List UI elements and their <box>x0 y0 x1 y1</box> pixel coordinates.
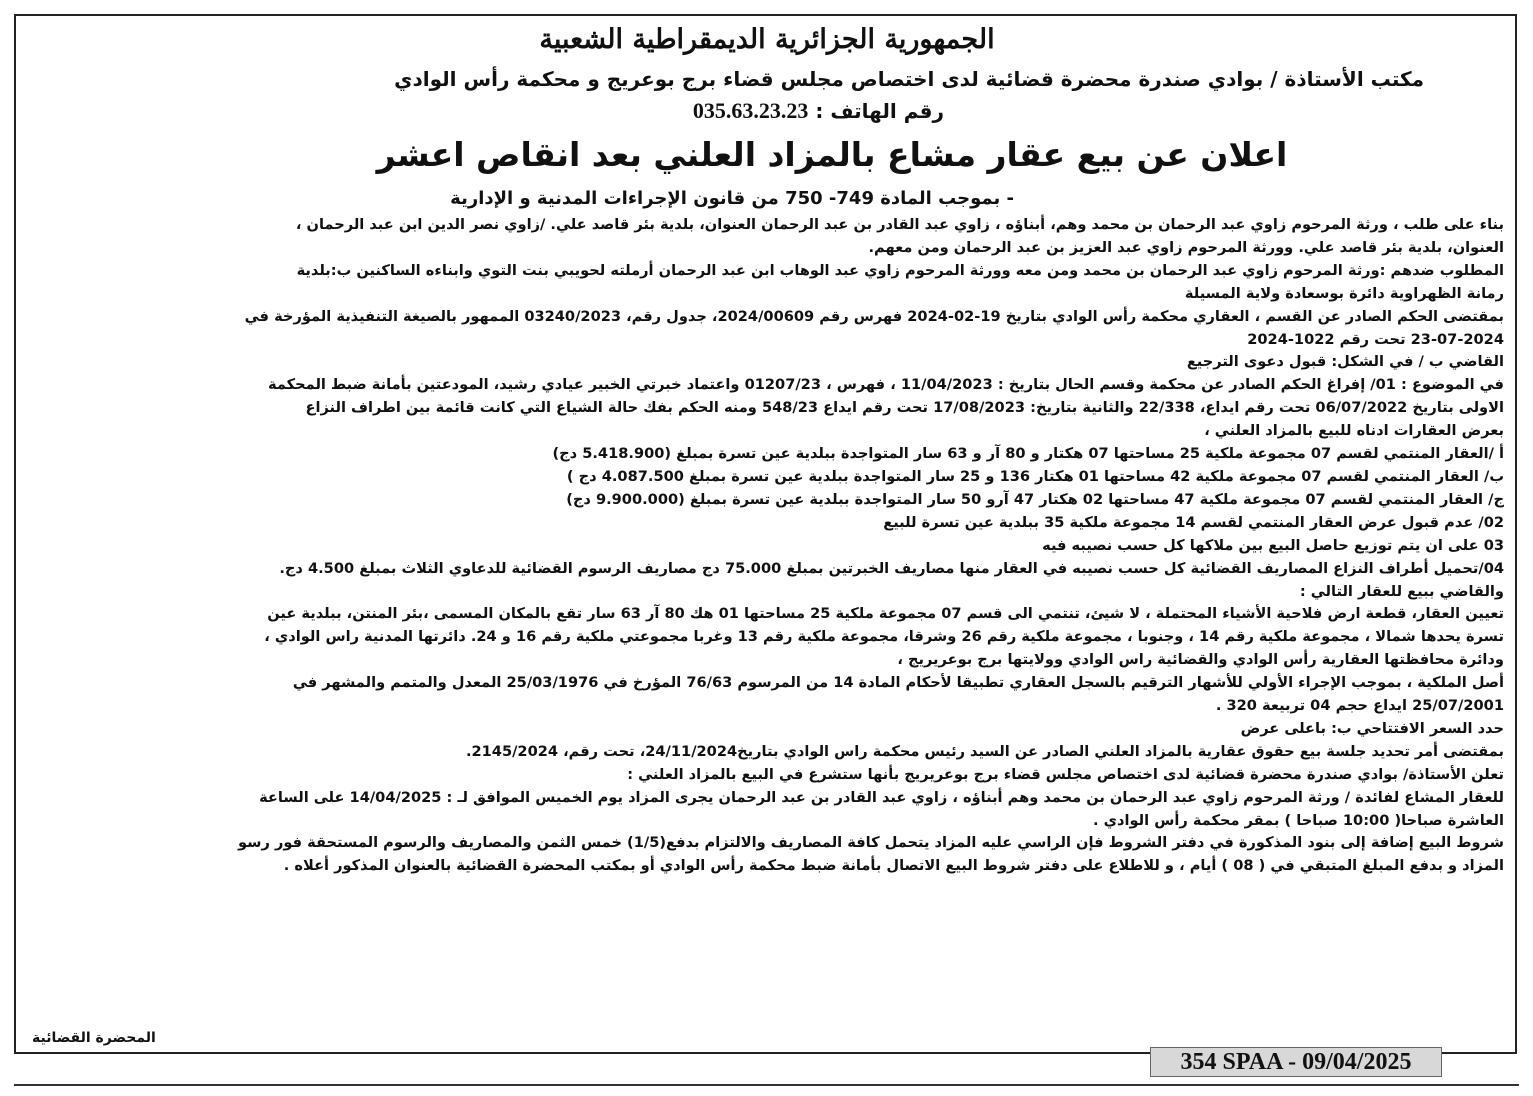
body-line: 25/07/2001 ايداع حجم 04 تربيعة 320 . <box>1215 697 1504 715</box>
body-line: الاولى بتاريخ 06/07/2022 تحت رقم ايداع، 22/338 والثانية بتاريخ: 17/08/2023 تحت رقم ايداع 548/23 ومنه الحكم بفك حالة الشياع التي كانت قائمة بين اطراف النزاع <box>305 399 1504 417</box>
body-line: العاشرة صباحا( 10:00 صباحا ) بمقر محكمة رأس الوادي . <box>1093 811 1504 829</box>
phone-label: رقم الهاتف : <box>815 99 944 123</box>
signature-label: المحضرة القضائية <box>32 1030 156 1046</box>
notice-body <box>30 214 1504 878</box>
notice-subtitle: - بموجب المادة 749- 750 من قانون الإجراءات المدنية و الإدارية <box>450 188 1014 209</box>
body-line: أصل الملكية ، بموجب الإجراء الأولي للأشهار الترقيم بالسجل العقاري تطبيقا لأحكام المادة 14 من المرسوم 76/63 المؤرخ في 25/03/1976 المعدل والمتمم والمشهر في <box>292 674 1504 692</box>
publication-tag: 354 SPAA - 09/04/2025 <box>1150 1047 1442 1077</box>
body-line: في الموضوع : 01/ إفراغ الحكم الصادر عن محكمة وقسم الحال بتاريخ : 11/04/2023 ، فهرس ، 01207/23 واعتماد خبرتي الخبير عيادي رشيد، المودعتين بأمانة ضبط المحكمة <box>268 376 1504 394</box>
body-line: أ /العقار المنتمي لقسم 07 مجموعة ملكية 25 مساحتها 07 هكتار و 80 آر و 63 سار المتواجدة ببلدية عين تسرة بمبلغ (5.418.900 دج) <box>552 445 1504 463</box>
legal-notice <box>30 18 1504 878</box>
body-line: 02/ عدم قبول عرض العقار المنتمي لقسم 14 مجموعة ملكية 35 ببلدية عين تسرة للبيع <box>883 513 1504 531</box>
body-line: ب/ العقار المنتمي لقسم 07 مجموعة ملكية 42 مساحتها 01 هكتار 136 و 25 سار المتواجدة ببلدية عين تسرة بمبلغ 4.087.500 دج ) <box>566 467 1504 485</box>
body-line: 04/تحميل أطراف النزاع المصاريف القضائية كل حسب نصيبه في العقار منها مصاريف الخبرتين بمبلغ 75.000 دج مصاريف الرسوم القضائية للدعاوي الثلاث بمبلغ 4.500 دج. <box>279 559 1504 577</box>
body-line: 03 على ان يتم توزيع حاصل البيع بين ملاكها كل حسب نصيبه فيه <box>1042 536 1504 554</box>
body-line: بمقتضى الحكم الصادر عن القسم ، العقاري محكمة رأس الوادي بتاريخ 19-02-2024 فهرس رقم 2024/00609، جدول رقم، 03240/2023 الممهور بالصيغة التنفيذية المؤرخة في <box>244 307 1504 325</box>
body-line: ودائرة محافظتها العقارية رأس الوادي والقضائية راس الوادي وولايتها برج بوعريريج ، <box>897 651 1504 669</box>
office-line: مكتب الأستاذة / بوادي صندرة محضرة قضائية لدى اختصاص مجلس قضاء برج بوعريج و محكمة رأس الوادي <box>394 67 1424 91</box>
body-line: للعقار المشاع لفائدة / ورثة المرحوم زاوي عبد الرحمان بن محمد وهم أبناؤه ، زاوي عبد القادر بن عبد الرحمان يجرى المزاد يوم الخميس الموافق لـ : 14/04/2025 على الساعة <box>259 788 1504 806</box>
body-line: بمقتضى أمر تحديد جلسة بيع حقوق عقارية بالمزاد العلني الصادر عن السيد رئيس محكمة راس الوادي بتاريخ24/11/2024، تحت رقم، 2145/2024. <box>465 742 1504 760</box>
body-line: بناء على طلب ، ورثة المرحوم زاوي عبد الرحمان بن محمد وهم، أبناؤه ، زاوي عبد القادر بن عبد الرحمان العنوان، بلدية بئر قاصد علي. /زاوي نصر الدين ابن عبد الرحمان ، <box>295 216 1504 233</box>
body-line: المطلوب ضدهم :ورثة المرحوم زاوي عبد الرحمان بن محمد ومن معه وورثة المرحوم زاوي عبد الوهاب ابن عبد الرحمان أرملته لحويبي بنت التوي وابناءه الساكنين ب:بلدية <box>296 261 1504 279</box>
body-line: القاضي ب / في الشكل: قبول دعوى الترجيع <box>1186 353 1504 371</box>
body-line: المزاد و بدفع المبلغ المتبقي في ( 08 ) أيام ، و للاطلاع على دفتر شروط البيع الاتصال بأمانة ضبط محكمة رأس الوادي أو بمكتب المحضرة القضائية بالعنوان المذكور أعلاه . <box>283 857 1504 875</box>
notice-title: اعلان عن بيع عقار مشاع بالمزاد العلني بعد انقاص اعشر <box>376 135 1288 174</box>
body-line: تسرة يحدها شمالا ، مجموعة ملكية رقم 14 ، وجنوبا ، مجموعة ملكية رقم 26 وشرقا، مجموعة ملكية رقم 13 وغربا مجموعتي ملكية رقم 16 و 24. دائرتها المدنية راس الوادي ، <box>264 628 1504 646</box>
body-line: تعلن الأستاذة/ بوادي صندرة محضرة قضائية لدى اختصاص مجلس قضاء برج بوعريريج بأنها ستشرع في البيع بالمزاد العلني : <box>627 765 1504 783</box>
body-line: حدد السعر الافتتاحي ب: باعلى عرض <box>1240 719 1504 737</box>
body-line: شروط البيع إضافة إلى بنود المذكورة في دفتر الشروط فإن الراسي عليه المزاد يتحمل كافة المصاريف والالتزام بدفع(1/5) خمس الثمن والمصاريف والرسوم المستحقة فور رسو <box>237 834 1504 852</box>
body-line: ج/ العقار المنتمي لقسم 07 مجموعة ملكية 47 مساحتها 02 هكتار 47 آرو 50 سار المتواجدة ببلدية عين تسرة بمبلغ (9.900.000 دج) <box>566 490 1504 508</box>
phone-line <box>30 96 1504 126</box>
body-line: تعيين العقار، قطعة ارض فلاحية الأشياء المحتملة ، لا شيئ، تنتمي الى قسم 07 مجموعة ملكية 25 مساحتها 01 هك 80 آر 63 سار تقع بالمكان المسمى ،بئر المنتن، ببلدية عين <box>267 605 1504 623</box>
body-line: العنوان، بلدية بئر قاصد علي. وورثة المرحوم زاوي عبد العزيز بن عبد الرحمان ومن معهم. <box>868 238 1504 256</box>
bottom-divider <box>14 1084 1519 1086</box>
body-line: رمانة الظهراوية دائرة بوسعادة ولاية المسيلة <box>1184 284 1504 302</box>
phone-number: 035.63.23.23 <box>692 98 809 123</box>
body-line: بعرض العقارات ادناه للبيع بالمزاد العلني ، <box>1204 422 1504 440</box>
body-line: والقاضي ببيع للعقار التالي : <box>1299 582 1504 600</box>
body-line: 23-07-2024 تحت رقم 1022-2024 <box>1247 330 1504 348</box>
republic-header: الجمهورية الجزائرية الديمقراطية الشعبية <box>539 24 995 55</box>
